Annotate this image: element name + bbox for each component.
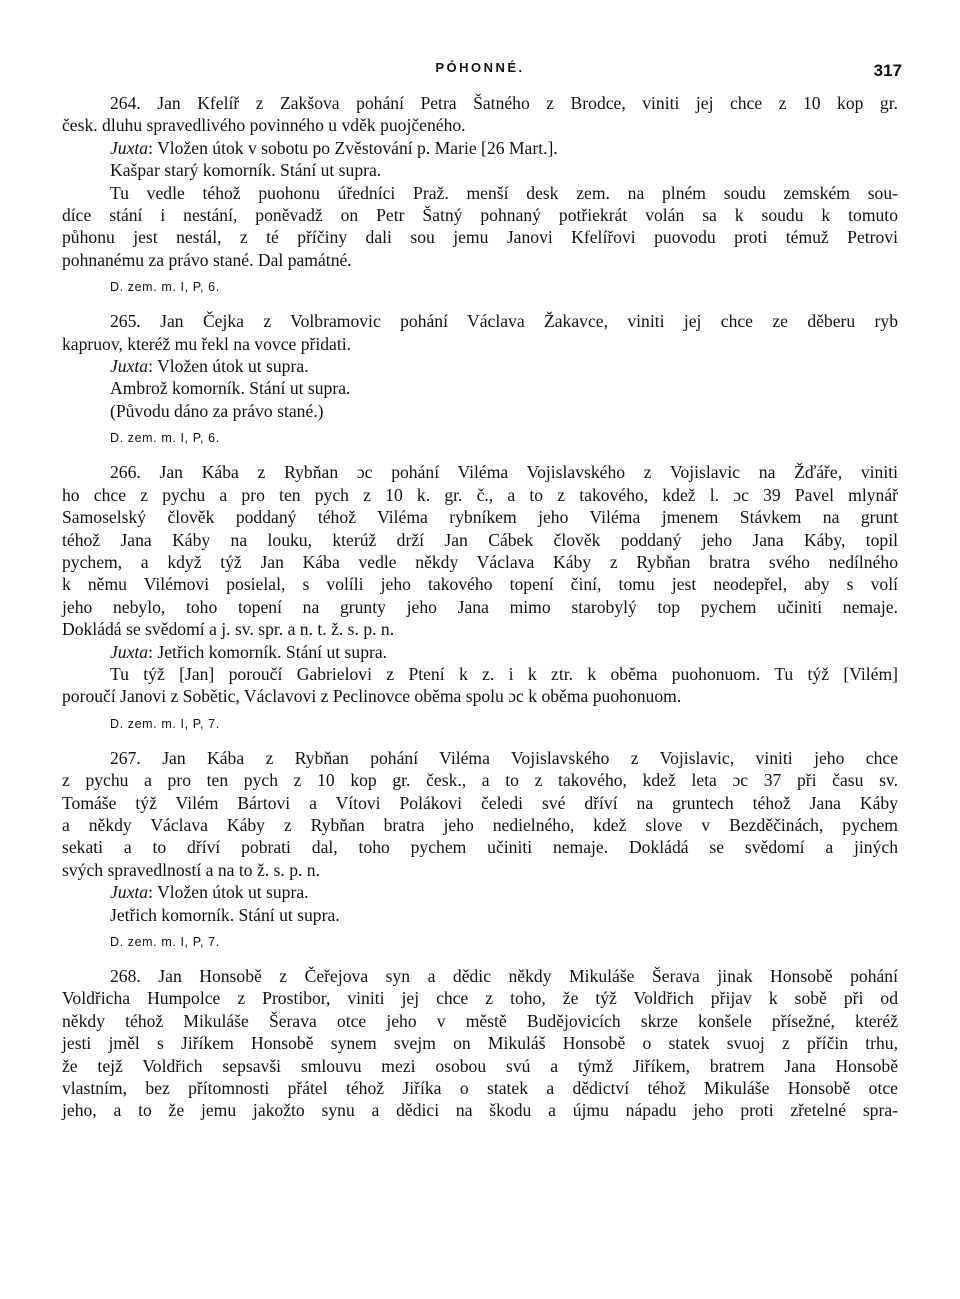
source-reference: D. zem. m. I, P, 6. (110, 280, 220, 295)
entry-line: 268. Jan Honsobě z Čeřejova syn a dědic někdy Mikuláše Šerava jinak Honsobě pohání (110, 966, 898, 986)
note-line: Kašpar starý komorník. Stání ut supra. (110, 160, 382, 181)
juxta-label: Juxta (110, 641, 149, 662)
note-line: půhonu jest nestál, z té příčiny dali sou jemu Janovi Kfelířovi puovodu proti témuž Petrovi (62, 227, 898, 248)
note-line: Ambrož komorník. Stání ut supra. (110, 378, 351, 399)
note-line: Tu týž [Jan] poroučí Gabrielovi z Ptení k z. i k ztr. k oběma puohonuom. Tu týž [Vilém] (110, 663, 898, 684)
entry-line: 267. Jan Kába z Rybňan pohání Viléma Vojislavského z Vojislavic, viniti jeho chce (110, 747, 898, 768)
entry-line: že tejž Voldřich sepsavši smlouvu mezi osobou svú a týmž Jiříkem, bratrem Jana Honsobě (62, 1055, 898, 1076)
entry-266 (62, 461, 898, 732)
entry-line: téhož Jana Káby na louku, kterúž drží Jan Cábek člověk poddaný jeho Jana Káby, topil (62, 529, 898, 550)
juxta-text: : Vložen útok ut supra. (148, 882, 309, 903)
entry-line: Voldřicha Humpolce z Prostibor, viniti jej chce z toho, že týž Voldřich přijav k sobě při od (62, 988, 898, 1009)
juxta-line (62, 137, 898, 159)
juxta-label: Juxta (110, 356, 149, 377)
page (62, 58, 902, 1136)
entry-line: Samoselský člověk poddaný téhož Viléma rybníkem jeho Viléma jmenem Stávkem na grunt (62, 507, 898, 528)
note-line: díce stání i nestání, poněvadž on Petr Šatný pohnaný potřiekrát volán sa k soudu k tomuto (62, 205, 898, 226)
juxta-text: : Vložen útok v sobotu po Zvěstování p. Marie [26 Mart.]. (148, 137, 558, 158)
entry-line: někdy téhož Mikuláše Šerava otce jeho v městě Budějovicích skrze konšele přísežné, kteréž (62, 1010, 898, 1031)
note-line: Tu vedle téhož puohonu úředníci Praž. menší desk zem. na plném soudu zemském sou- (110, 182, 898, 203)
running-head: PÓHONNÉ. (435, 60, 525, 75)
entry-line: kapruov, kteréž mu řekl na vovce přidati. (62, 333, 352, 354)
entry-line: sekati a to dříví pobrati dal, toho pychem učiniti nemaje. Dokládá se svědomí a jiných (62, 837, 898, 858)
entry-268 (62, 965, 898, 1122)
entry-line: jesti jměl s Jiříkem Honsobě synem svejm on Mikuláš Honsobě o statek svuoj z příčin trhu, (62, 1033, 898, 1054)
page-number: 317 (873, 61, 902, 80)
juxta-text: : Jetřich komorník. Stání ut supra. (148, 641, 388, 662)
entry-line: z pychu a pro ten pych z 10 kop gr. česk., a to z takového, kdež leta ɔc 37 při času sv. (62, 770, 898, 791)
entry-line: k němu Vilémovi posielal, s volíli jeho takového topení činí, tomu jest neodepřel, aby s volí (62, 574, 898, 595)
source-reference: D. zem. m. I, P, 7. (110, 935, 220, 949)
page-header (62, 58, 902, 92)
entry-line: vlastním, bez přítomnosti přátel téhož Jiříka o statek a dědictví téhož Mikuláše Honsobě otce (62, 1078, 898, 1099)
entry-line: 264. Jan Kfelíř z Zakšova pohání Petra Šatného z Brodce, viniti jej chce z 10 kop gr. (110, 93, 898, 113)
juxta-line (62, 355, 898, 377)
juxta-line (62, 881, 898, 903)
entry-267 (62, 747, 898, 951)
note-line: (Původu dáno za právo stané.) (110, 400, 324, 421)
note-line: Jetřich komorník. Stání ut supra. (110, 904, 340, 925)
entry-line: česk. dluhu spravedlivého povinného u vděk puojčeného. (62, 115, 466, 136)
entry-line: jeho nebylo, toho topení na grunty jeho Jana mimo starobylý top pychem učiniti nemaje. (62, 596, 898, 617)
entry-line: Tomáše týž Vilém Bártovi a Vítovi Polákovi čeledi své dříví na gruntech téhož Jana Káby (62, 792, 898, 813)
note-line: pohnanému za právo stané. Dal památné. (62, 249, 352, 270)
source-reference: D. zem. m. I, P, 6. (110, 431, 220, 446)
juxta-line (62, 641, 898, 663)
entry-line: ho chce z pychu a pro ten pych z 10 k. gr. č., a to z takového, kdež l. ɔc 39 Pavel mlynář (62, 484, 898, 505)
juxta-text: : Vložen útok ut supra. (148, 356, 309, 377)
entry-line: 265. Jan Čejka z Volbramovic pohání Václava Žakavce, viniti jej chce ze děberu ryb (110, 311, 898, 332)
note-line: poroučí Janovi z Sobětic, Václavovi z Peclinovce oběma spolu ɔc k oběma puohonuom. (62, 686, 682, 707)
entry-line: 266. Jan Kába z Rybňan ɔc pohání Viléma Vojislavského z Vojislavic na Žďáře, viniti (110, 462, 898, 483)
entry-line: svých spravedlností a na to ž. s. p. n. (62, 859, 320, 880)
source-reference: D. zem. m. I, P, 7. (110, 716, 220, 731)
juxta-label: Juxta (110, 137, 149, 158)
juxta-label: Juxta (110, 882, 149, 903)
entry-line: jeho, a to že jemu jakožto synu a dědici na škodu a újmu nápadu jeho proti zřetelné spra- (62, 1100, 898, 1121)
entry-line: a někdy Václava Káby z Rybňan bratra jeho nedielného, kdež slove v Bezděčinách, pychem (62, 814, 898, 835)
entry-line: pychem, a když týž Jan Kába vedle někdy Václava Káby z Rybňan bratra svého nedílného (62, 551, 898, 572)
entry-line: Dokládá se svědomí a j. sv. spr. a n. t. ž. s. p. n. (62, 619, 395, 640)
entry-264 (62, 92, 898, 296)
entry-265 (62, 310, 898, 447)
